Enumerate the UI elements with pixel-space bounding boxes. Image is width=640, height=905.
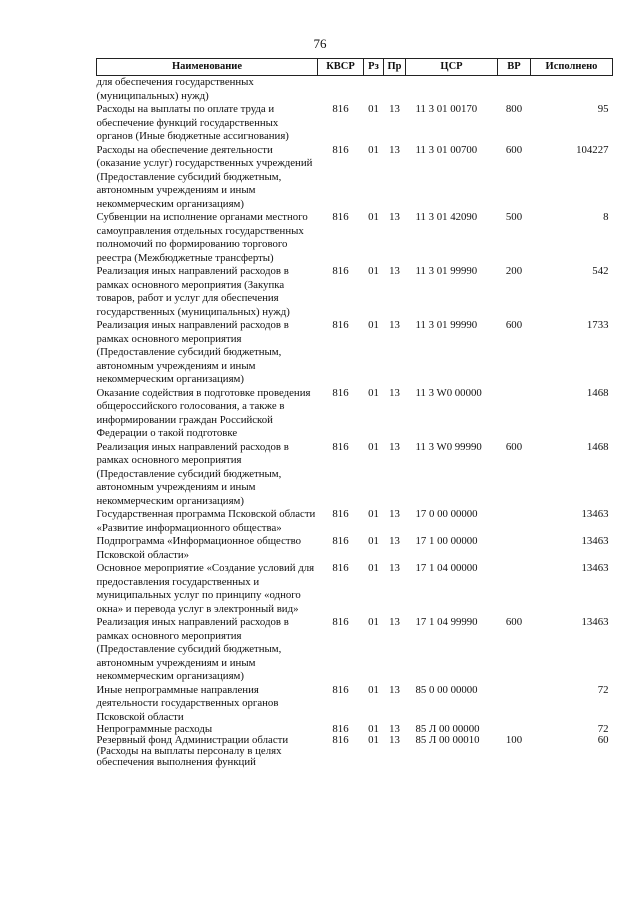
cell-csr: 17 1 00 00000 — [415, 535, 478, 547]
cell-vr — [498, 535, 531, 562]
cell-name: Реализация иных направлений расходов в рамках основного мероприятия (Предоставление субсидий бюджетным, автономным учреждениям и иным некоммерческим организациям) — [96, 440, 289, 507]
table-row — [97, 103, 613, 144]
header-pr: Пр — [384, 59, 406, 76]
cell-pr: 13 — [389, 265, 400, 277]
cell-kvsr — [318, 76, 364, 104]
header-name: Наименование — [97, 59, 318, 76]
cell-pr: 13 — [389, 683, 400, 696]
cell-executed: 1468 — [586, 386, 609, 399]
table-row — [97, 211, 613, 265]
cell-csr: 11 3 W0 00000 — [415, 386, 482, 399]
cell-rz: 01 — [368, 440, 379, 453]
table-row — [97, 684, 613, 725]
cell-executed: 1468 — [586, 440, 609, 453]
cell-csr: 11 3 01 00700 — [415, 143, 478, 156]
cell-kvsr: 816 — [332, 683, 349, 696]
cell-rz: 01 — [368, 386, 379, 399]
cell-vr: 500 — [505, 211, 523, 223]
cell-kvsr: 816 — [332, 211, 349, 223]
cell-kvsr: 816 — [332, 143, 349, 156]
cell-name: Расходы на обеспечение деятельности (оказание услуг) государственных учреждений (Предоставление субсидий бюджетным, автономным учреждениям и иным некоммерческим организациям) — [96, 143, 313, 210]
cell-rz: 01 — [368, 143, 379, 156]
cell-pr: 13 — [389, 535, 400, 547]
cell-executed: 60 — [597, 734, 609, 746]
cell-rz: 01 — [368, 508, 379, 520]
cell-kvsr: 816 — [332, 562, 349, 574]
cell-pr: 13 — [389, 616, 400, 628]
cell-rz: 01 — [368, 723, 379, 735]
cell-vr: 600 — [505, 440, 523, 453]
cell-pr: 13 — [389, 211, 400, 223]
cell-name: Государственная программа Псковской области «Развитие информационного общества» — [96, 508, 316, 534]
page-number: 76 — [313, 36, 327, 51]
cell-kvsr: 816 — [332, 616, 349, 628]
table-row — [97, 441, 613, 509]
cell-kvsr: 816 — [332, 508, 349, 520]
table-row — [97, 387, 613, 441]
cell-name: для обеспечения государственных (муниципальных) нужд) — [96, 76, 254, 102]
cell-pr: 13 — [389, 143, 400, 156]
cell-rz: 01 — [368, 616, 379, 628]
cell-csr: 85 Л 00 00000 — [415, 723, 480, 735]
cell-rz: 01 — [368, 683, 379, 696]
cell-rz: 01 — [368, 103, 379, 115]
cell-pr: 13 — [389, 734, 400, 746]
cell-csr: 11 3 01 42090 — [415, 211, 478, 223]
cell-rz: 01 — [368, 319, 379, 331]
cell-pr: 13 — [389, 386, 400, 399]
cell-pr: 13 — [389, 103, 400, 115]
header-vr: ВР — [498, 59, 531, 76]
cell-kvsr: 816 — [332, 734, 349, 746]
table-row — [97, 735, 613, 768]
table-row — [97, 76, 613, 104]
cell-executed: 72 — [597, 683, 609, 696]
cell-kvsr: 816 — [332, 103, 349, 115]
cell-rz — [364, 76, 384, 104]
cell-name: Резервный фонд Администрации области (Расходы на выплаты персоналу в целях обеспечения выполнения функций — [96, 734, 289, 768]
cell-rz: 01 — [368, 562, 379, 574]
cell-name: Оказание содействия в подготовке проведения общероссийского голосования, а также в информировании граждан Российской Федерации о такой подготовке — [96, 386, 311, 439]
header-kvsr: КВСР — [318, 59, 364, 76]
cell-kvsr: 816 — [332, 386, 349, 399]
cell-pr: 13 — [389, 440, 400, 453]
cell-executed: 13463 — [581, 535, 609, 547]
cell-vr: 200 — [505, 265, 523, 277]
cell-vr — [498, 684, 531, 725]
cell-name: Расходы на выплаты по оплате труда и обеспечение функций государственных органов (Иные бюджетные ассигнования) — [96, 103, 289, 142]
cell-csr: 17 0 00 00000 — [415, 508, 478, 520]
cell-kvsr: 816 — [332, 535, 349, 547]
cell-pr: 13 — [389, 508, 400, 520]
cell-pr: 13 — [389, 723, 400, 735]
cell-executed: 72 — [597, 723, 609, 735]
cell-executed: 8 — [603, 211, 609, 223]
cell-csr: 11 3 01 00170 — [415, 103, 478, 115]
cell-executed: 13463 — [581, 562, 609, 574]
cell-executed: 95 — [597, 103, 609, 115]
cell-executed — [531, 76, 613, 104]
header-rz: Рз — [364, 59, 384, 76]
cell-executed: 1733 — [586, 319, 609, 331]
table-row — [97, 265, 613, 319]
table-row — [97, 616, 613, 684]
cell-name: Иные непрограммные направления деятельности государственных органов Псковской области — [96, 683, 279, 723]
cell-csr: 11 3 01 99990 — [415, 319, 478, 331]
cell-name: Непрограммные расходы — [96, 723, 213, 735]
table-row — [97, 144, 613, 212]
cell-executed: 104227 — [576, 143, 609, 156]
cell-pr — [384, 76, 406, 104]
cell-executed: 13463 — [581, 616, 609, 628]
cell-kvsr: 816 — [332, 265, 349, 277]
cell-vr: 600 — [505, 319, 523, 331]
cell-kvsr: 816 — [332, 440, 349, 453]
cell-name: Подпрограмма «Информационное общество Псковской области» — [96, 535, 302, 561]
cell-vr: 100 — [505, 734, 523, 746]
cell-vr: 600 — [505, 143, 523, 156]
cell-rz: 01 — [368, 535, 379, 547]
cell-csr: 17 1 04 00000 — [415, 562, 478, 574]
budget-table — [96, 58, 612, 768]
cell-pr: 13 — [389, 562, 400, 574]
header-executed: Исполнено — [531, 59, 613, 76]
cell-name: Реализация иных направлений расходов в рамках основного мероприятия (Предоставление субсидий бюджетным, автономным учреждениям и иным некоммерческим организациям) — [96, 616, 289, 682]
table-row — [97, 535, 613, 562]
cell-csr: 17 1 04 99990 — [415, 616, 478, 628]
table-row — [97, 562, 613, 616]
cell-vr — [498, 562, 531, 616]
cell-rz: 01 — [368, 734, 379, 746]
cell-vr — [498, 387, 531, 441]
cell-name: Реализация иных направлений расходов в рамках основного мероприятия (Предоставление субсидий бюджетным, автономным учреждениям и иным некоммерческим организациям) — [96, 319, 289, 385]
cell-csr: 11 3 W0 99990 — [415, 440, 482, 453]
cell-csr: 85 0 00 00000 — [415, 683, 478, 696]
cell-csr: 85 Л 00 00010 — [415, 734, 480, 746]
cell-executed: 542 — [592, 265, 609, 277]
table-row — [97, 508, 613, 535]
table-body — [97, 76, 613, 769]
table-header — [97, 59, 613, 76]
cell-kvsr: 816 — [332, 319, 349, 331]
cell-vr: 600 — [505, 616, 523, 628]
cell-kvsr: 816 — [332, 723, 349, 735]
cell-vr — [498, 76, 531, 104]
cell-name: Основное мероприятие «Создание условий для предоставления государственных и муниципальных услуг по принципу «одного окна» и перевода услуг в электронный вид» — [96, 562, 315, 615]
header-csr: ЦСР — [406, 59, 498, 76]
cell-name: Реализация иных направлений расходов в рамках основного мероприятия (Закупка товаров, работ и услуг для обеспечения государственных (муниципальных) нужд) — [96, 265, 290, 318]
cell-vr — [498, 508, 531, 535]
cell-executed: 13463 — [581, 508, 609, 520]
cell-name: Субвенции на исполнение органами местного самоуправления отдельных государственных полномочий по формированию торгового реестра (Межбюджетные трансферты) — [96, 211, 308, 264]
cell-rz: 01 — [368, 211, 379, 223]
cell-csr: 11 3 01 99990 — [415, 265, 478, 277]
cell-csr — [406, 76, 498, 104]
cell-vr: 800 — [505, 103, 523, 115]
cell-pr: 13 — [389, 319, 400, 331]
cell-rz: 01 — [368, 265, 379, 277]
table-row — [97, 319, 613, 387]
